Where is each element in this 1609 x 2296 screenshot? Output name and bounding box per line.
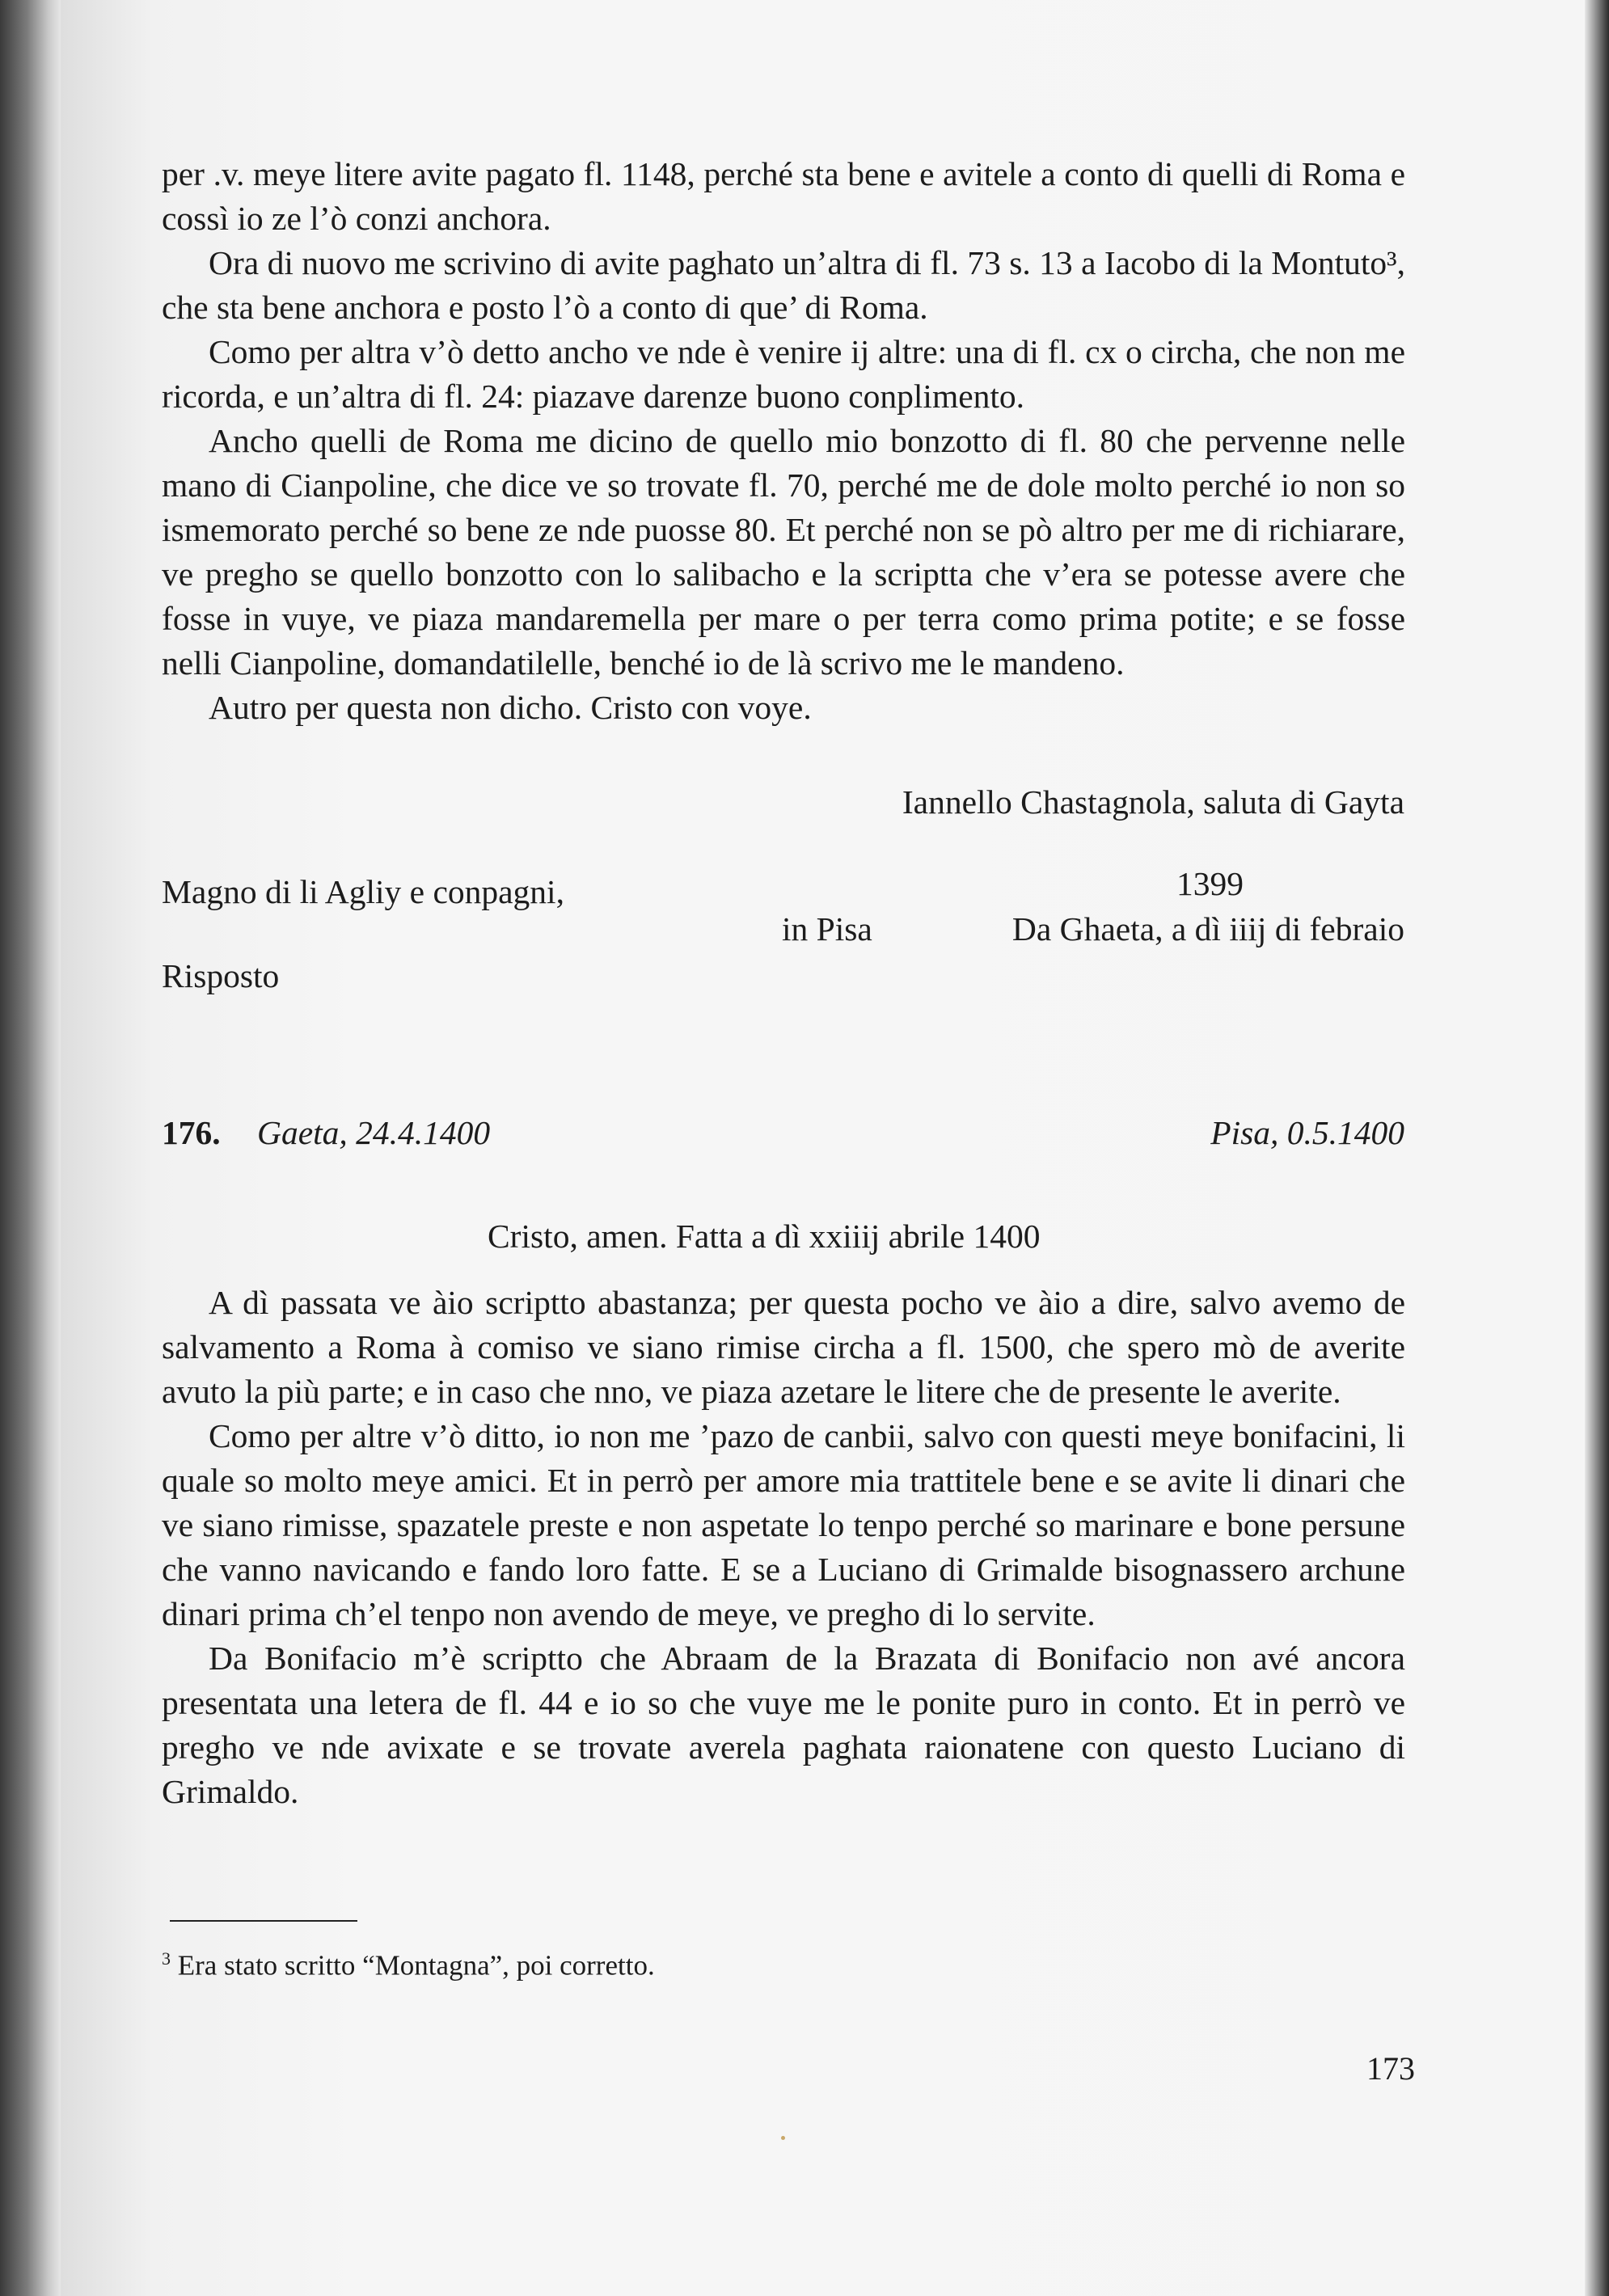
footnote-marker: 3 <box>162 1948 171 1969</box>
letter-1-paragraph-5: Autro per questa non dicho. Cristo con voye. <box>209 689 812 726</box>
letter-2-destination: Pisa, 0.5.1400 <box>1210 1114 1404 1151</box>
letter-2-body <box>162 1281 1405 1814</box>
letter-1-paragraph-4: Ancho quelli de Roma me dicino de quello mio bonzotto di fl. 80 che pervenne nelle mano di Cianpoline, che dice ve so trovate fl. 70, perché me de dole molto perché io non so ismemorato perché so bene ze nde puosse 80. Et perché non se pò altro per me di richiarare, ve pregho se quello bonzotto con lo salibacho e la scriptta che v’era se potesse avere che fosse in vuye, ve piaza mandaremella per mare o per terra como prima potite; e se fosse nelli Cianpoline, domandatilelle, benché io de là scrivo me le mandeno. <box>162 422 1405 682</box>
letter-1-date: Da Ghaeta, a dì iiij di febraio <box>1011 910 1404 948</box>
footnote-text: Era stato scritto “Montagna”, poi corretto. <box>177 1949 655 1982</box>
letter-1-body <box>162 152 1405 730</box>
letter-2-paragraph-2: Como per altre v’ò ditto, io non me ’pazo de canbii, salvo con questi meye bonifacini, li quale so molto meye amici. Et in perrò per amore mia trattitele bene e se avite li dinari che ve siano rimisse, spazatele preste e non aspetate lo tenpo perché so marinare e bone persune che vanno navicando e fando loro fatte. E se a Luciano di Grimalde bisognassero archune dinari prima ch’el tenpo non avendo de meye, ve pregho di lo servite. <box>162 1417 1405 1632</box>
letter-1-place: in Pisa <box>782 910 872 948</box>
letter-1-paragraph-3: Como per altra v’ò detto ancho ve nde è venire ij altre: una di fl. cx o circha, che non me ricorda, e un’altra di fl. 24: piazave darenze buono conplimento. <box>162 333 1405 415</box>
footnote-rule <box>170 1920 357 1922</box>
letter-2-number: 176. <box>162 1114 221 1151</box>
letter-1-paragraph-1: per .v. meye litere avite pagato fl. 1148, perché sta bene e avitele a conto di quelli di Roma e cossì io ze l’ò conzi anchora. <box>162 155 1405 237</box>
paper-speck <box>781 2136 785 2140</box>
page-edge <box>1585 0 1609 2296</box>
letter-2-origin: Gaeta, 24.4.1400 <box>257 1114 491 1151</box>
page-number: 173 <box>1366 2050 1415 2087</box>
letter-1-signature: Iannello Chastagnola, saluta di Gayta <box>902 783 1404 821</box>
letter-1-addressee: Magno di li Agliy e conpagni, <box>162 873 564 910</box>
footnote <box>162 1940 655 1984</box>
letter-2-heading: Cristo, amen. Fatta a dì xxiiij abrile 1400 <box>488 1218 1041 1255</box>
letter-1-paragraph-2: Ora di nuovo me scrivino di avite paghato un’altra di fl. 73 s. 13 a Iacobo di la Montuto³, che sta bene anchora e posto l’ò a conto di que’ di Roma. <box>162 244 1405 326</box>
letter-2-paragraph-1: A dì passata ve àio scriptto abastanza; per questa pocho ve àio a dire, salvo avemo de salvamento a Roma à comiso ve siano rimise circha a fl. 1500, che spero mò de averite avuto la più parte; e in caso che nno, ve piaza azetare le litere che de presente le averite. <box>162 1284 1405 1410</box>
book-gutter-shadow <box>0 0 61 2296</box>
letter-1-reply-note: Risposto <box>162 957 280 994</box>
letter-2-paragraph-3: Da Bonifacio m’è scriptto che Abraam de la Brazata di Bonifacio non avé ancora presentata una letera de fl. 44 e io so che vuye me le ponite puro in conto. Et in perrò ve pregho ve nde avixate e se trovate averela paghata raionatene con questo Luciano di Grimaldo. <box>162 1640 1405 1810</box>
letter-1-year: 1399 <box>1176 865 1244 902</box>
